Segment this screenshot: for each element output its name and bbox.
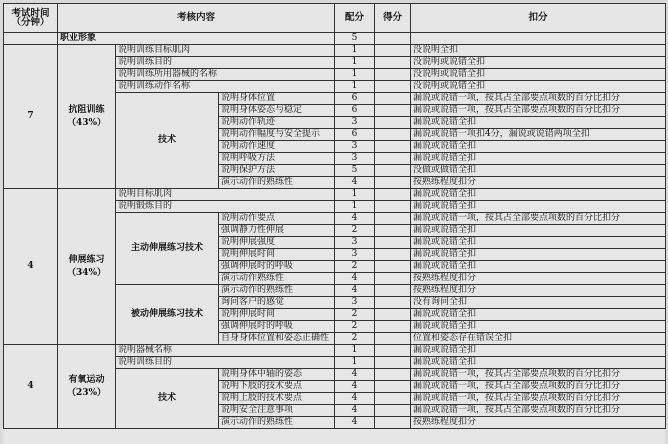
deduct-cell: 漏说或说错一项，按其占全部要点项数的百分比扣分: [411, 405, 666, 417]
got-cell[interactable]: [375, 81, 411, 93]
technique-group-label: 技术: [116, 93, 219, 189]
got-cell[interactable]: [375, 69, 411, 81]
got-cell[interactable]: [375, 33, 411, 45]
item-cell: 强调静力性伸展: [219, 225, 335, 237]
score-cell: 3: [335, 249, 375, 261]
table-row: [4, 45, 666, 57]
item-cell: 演示动作的熟练性: [219, 285, 335, 297]
got-cell[interactable]: [375, 261, 411, 273]
got-cell[interactable]: [375, 405, 411, 417]
got-cell[interactable]: [375, 201, 411, 213]
deduct-cell: 漏说或说错一项扣4分，漏说或说错两项全扣: [411, 129, 666, 141]
item-cell: 说明训练目标肌肉: [116, 45, 335, 57]
section-name-cell: [58, 45, 116, 189]
score-cell: 1: [335, 45, 375, 57]
score-cell: 1: [335, 69, 375, 81]
score-cell: 5: [335, 165, 375, 177]
got-cell[interactable]: [375, 309, 411, 321]
score-cell: 5: [335, 33, 375, 45]
got-cell[interactable]: [375, 345, 411, 357]
score-cell: 4: [335, 369, 375, 381]
deduct-cell: 按熟练程度扣分: [411, 285, 666, 297]
got-cell[interactable]: [375, 141, 411, 153]
got-cell[interactable]: [375, 165, 411, 177]
score-cell: 4: [335, 393, 375, 405]
item-cell: 说明动作幅度与安全提示: [219, 129, 335, 141]
score-cell: 2: [335, 225, 375, 237]
score-cell: 4: [335, 405, 375, 417]
score-cell: 6: [335, 105, 375, 117]
deduct-cell: 没有询问全扣: [411, 297, 666, 309]
header-got: 得分: [375, 4, 411, 33]
score-cell: 2: [335, 333, 375, 345]
header-row: [4, 4, 666, 33]
section-name: 抗阻训练: [68, 104, 105, 115]
section-time: 4: [4, 189, 58, 345]
table-row: [4, 345, 666, 357]
item-cell: 说明下肢的技术要点: [219, 381, 335, 393]
item-cell: 强调伸展时的呼吸: [219, 261, 335, 273]
item-cell: 说明保护方法: [219, 165, 335, 177]
score-cell: 3: [335, 141, 375, 153]
score-cell: 1: [335, 345, 375, 357]
deduct-cell: 漏说或说错全扣: [411, 201, 666, 213]
got-cell[interactable]: [375, 333, 411, 345]
section-pct: （43%）: [66, 117, 107, 128]
got-cell[interactable]: [375, 393, 411, 405]
score-cell: 6: [335, 93, 375, 105]
deduct-cell: 漏说或说错全扣: [411, 153, 666, 165]
aerobic-technique-group-label: 技术: [116, 369, 219, 429]
item-cell: 说明身体姿态与稳定: [219, 105, 335, 117]
item-cell: 说明呼吸方法: [219, 153, 335, 165]
item-cell: 自身身体位置和姿态正确性: [219, 333, 335, 345]
got-cell[interactable]: [375, 357, 411, 369]
section-name-cell: [58, 345, 116, 429]
got-cell[interactable]: [375, 285, 411, 297]
deduct-cell: 漏说或说错全扣: [411, 141, 666, 153]
deduct-cell: 漏说或说错一项，按其占全部要点项数的百分比扣分: [411, 381, 666, 393]
item-cell: 说明安全注意事项: [219, 405, 335, 417]
deduct-cell: 漏说或说错全扣: [411, 345, 666, 357]
header-score: 配分: [335, 4, 375, 33]
deduct-cell: 漏说或说错一项，按其占全部要点项数的百分比扣分: [411, 393, 666, 405]
got-cell[interactable]: [375, 189, 411, 201]
section-pct: （23%）: [66, 387, 107, 398]
got-cell[interactable]: [375, 93, 411, 105]
got-cell[interactable]: [375, 273, 411, 285]
item-cell: 说明伸展强度: [219, 237, 335, 249]
deduct-cell: 漏说或说错全扣: [411, 237, 666, 249]
item-cell: 说明动作轨迹: [219, 117, 335, 129]
header-deduct: 扣分: [411, 4, 666, 33]
score-cell: 4: [335, 177, 375, 189]
deduct-cell: 按熟练程度扣分: [411, 273, 666, 285]
deduct-cell: 按熟练程度扣分: [411, 177, 666, 189]
got-cell[interactable]: [375, 249, 411, 261]
table-row: [4, 33, 666, 45]
item-cell: 说明动作要点: [219, 213, 335, 225]
deduct-cell: 漏说或说错全扣: [411, 117, 666, 129]
got-cell[interactable]: [375, 177, 411, 189]
score-cell: 4: [335, 381, 375, 393]
got-cell[interactable]: [375, 297, 411, 309]
got-cell[interactable]: [375, 129, 411, 141]
section-pct: （34%）: [66, 267, 107, 278]
item-cell: 说明身体中轴的姿态: [219, 369, 335, 381]
score-cell: 1: [335, 357, 375, 369]
passive-stretch-group-label: 被动伸展练习技术: [116, 285, 219, 345]
score-cell: 3: [335, 117, 375, 129]
item-cell: 强调伸展时的呼吸: [219, 321, 335, 333]
section-name-cell: [58, 189, 116, 345]
item-cell: 说明上肢的技术要点: [219, 393, 335, 405]
score-cell: 6: [335, 129, 375, 141]
item-cell: 说明锻炼目的: [116, 201, 335, 213]
header-time: 考试时间（分钟）: [4, 4, 58, 33]
deduct-cell: 漏说或说错一项，按其占全部要点项数的百分比扣分: [411, 369, 666, 381]
got-cell[interactable]: [375, 105, 411, 117]
deduct-cell: 漏说或说错全扣: [411, 249, 666, 261]
score-cell: 2: [335, 321, 375, 333]
deduct-cell: 位置和姿态存在错误全扣: [411, 333, 666, 345]
item-cell: 说明训练目的: [116, 57, 335, 69]
section-time: 4: [4, 345, 58, 429]
item-cell: 说明训练所用器械的名称: [116, 69, 335, 81]
score-cell: 2: [335, 309, 375, 321]
got-cell[interactable]: [375, 369, 411, 381]
item-cell: 说明伸展时间: [219, 249, 335, 261]
item-cell: 说明器械名称: [116, 345, 335, 357]
got-cell[interactable]: [375, 45, 411, 57]
item-cell: 说明身体位置: [219, 93, 335, 105]
score-cell: 3: [335, 237, 375, 249]
deduct-cell: 漏说或说错全扣: [411, 189, 666, 201]
score-cell: 2: [335, 261, 375, 273]
item-cell: 演示动作的熟练性: [219, 177, 335, 189]
assessment-table: [3, 3, 666, 429]
deduct-cell: 漏说或说错全扣: [411, 321, 666, 333]
section-name: 伸展练习: [68, 254, 105, 265]
deduct-cell: 没说明或说错全扣: [411, 57, 666, 69]
item-cell: 演示动作的熟练性: [219, 417, 335, 429]
got-cell[interactable]: [375, 213, 411, 225]
deduct-cell: 没说明全扣: [411, 45, 666, 57]
deduct-cell: 漏说或说错全扣: [411, 261, 666, 273]
deduct-cell: 漏说或说错全扣: [411, 309, 666, 321]
deduct-cell: 漏说或说错全扣: [411, 225, 666, 237]
active-stretch-group-label: 主动伸展练习技术: [116, 213, 219, 285]
got-cell[interactable]: [375, 225, 411, 237]
table-row: [4, 189, 666, 201]
deduct-cell: 没说明或说错全扣: [411, 69, 666, 81]
got-cell[interactable]: [375, 117, 411, 129]
item-cell: 说明训练目的: [116, 357, 335, 369]
deduct-cell: 漏说或说错一项，按其占全部要点项数的百分比扣分: [411, 213, 666, 225]
got-cell[interactable]: [375, 57, 411, 69]
item-cell: 说明动作速度: [219, 141, 335, 153]
header-content: 考核内容: [58, 4, 335, 33]
professional-image-label: 职业形象: [58, 33, 335, 45]
deduct-cell: 漏说或说错一项，按其占全部要点项数的百分比扣分: [411, 93, 666, 105]
scoring-sheet: [3, 3, 665, 444]
section-name: 有氧运动: [68, 374, 105, 385]
item-cell: 询问客户的感觉: [219, 297, 335, 309]
got-cell[interactable]: [375, 417, 411, 429]
item-cell: 说明伸展时间: [219, 309, 335, 321]
deduct-cell: 漏说或说错全扣: [411, 357, 666, 369]
section-time: 7: [4, 45, 58, 189]
deduct-cell: 按熟练程度扣分: [411, 417, 666, 429]
score-cell: 3: [335, 153, 375, 165]
got-cell[interactable]: [375, 153, 411, 165]
got-cell[interactable]: [375, 237, 411, 249]
got-cell[interactable]: [375, 381, 411, 393]
score-cell: 1: [335, 201, 375, 213]
deduct-cell: 漏说或说错一项，按其占全部要点项数的百分比扣分: [411, 105, 666, 117]
item-cell: 说明训练动作名称: [116, 81, 335, 93]
score-cell: 4: [335, 285, 375, 297]
deduct-cell: 没说明或说错全扣: [411, 81, 666, 93]
score-cell: 4: [335, 417, 375, 429]
score-cell: 1: [335, 57, 375, 69]
score-cell: 3: [335, 297, 375, 309]
score-cell: 1: [335, 81, 375, 93]
got-cell[interactable]: [375, 321, 411, 333]
score-cell: 4: [335, 213, 375, 225]
score-cell: 4: [335, 273, 375, 285]
item-cell: 说明目标肌肉: [116, 189, 335, 201]
deduct-cell: 没做或做错全扣: [411, 165, 666, 177]
item-cell: 演示动作熟练性: [219, 273, 335, 285]
score-cell: 1: [335, 189, 375, 201]
